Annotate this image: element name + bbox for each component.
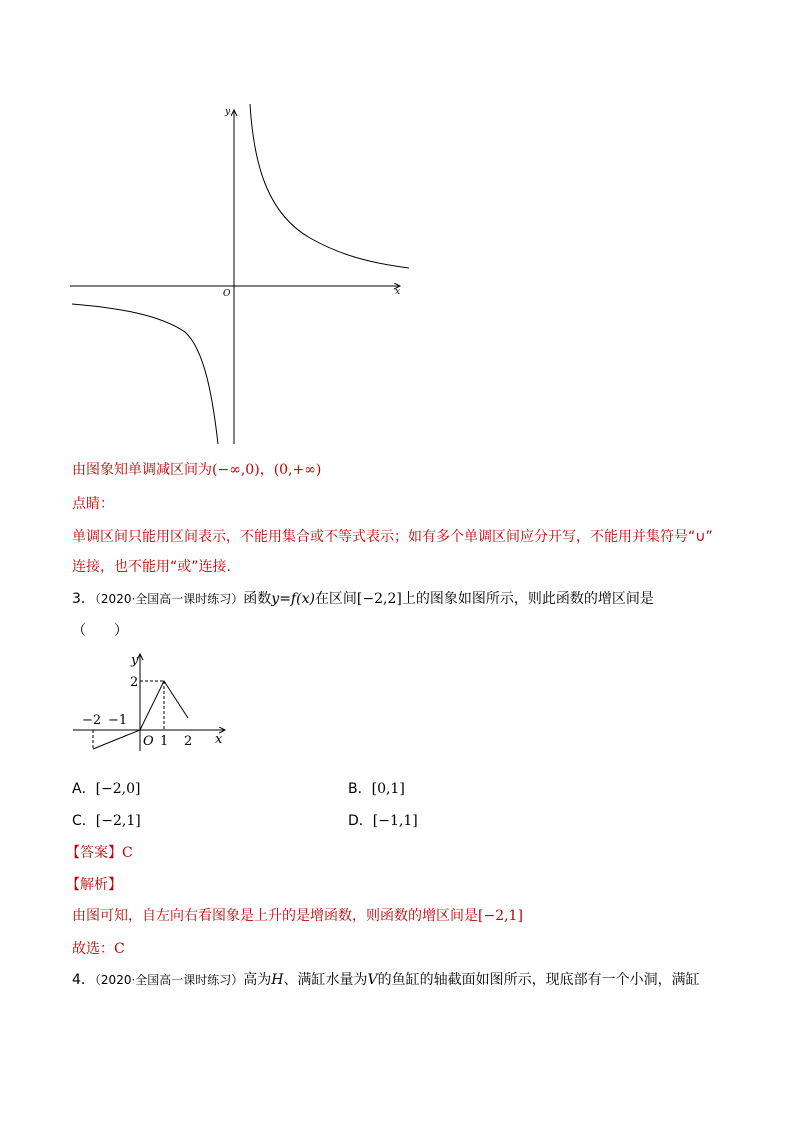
option-d[interactable]: D．[−1,1] — [348, 813, 418, 829]
choose-line: 故选：C — [72, 941, 125, 957]
question-3-stem: 3．（2020·全国高一课时练习）函数y=f(x)在区间[−2,2]上的图象如图所示，则此函数的增区间是 — [72, 591, 654, 607]
x-axis-label: x — [215, 732, 223, 747]
analysis-label: 【解析】 — [66, 877, 122, 893]
question-4-stem: 4．（2020·全国高一课时练习）高为H、满缸水量为V的鱼缸的轴截面如图所示，现底部有一个小洞，满缸 — [72, 972, 700, 988]
y-axis-label: y — [225, 107, 231, 117]
answer-line: 【答案】C — [66, 845, 133, 861]
tick-label-neg1: −1 — [108, 713, 128, 728]
piecewise-graph — [70, 648, 235, 753]
tick-label-x2: 2 — [184, 734, 193, 749]
dianjing-label: 点睛： — [72, 496, 114, 512]
tick-label-1: 1 — [160, 734, 169, 749]
decreasing-interval-note: 由图象知单调减区间为(−∞,0)，(0,+∞) — [72, 462, 322, 478]
y-axis-label: y — [131, 653, 139, 668]
hyperbola-branch-left — [72, 304, 218, 444]
question-3-bracket: （ ） — [72, 623, 128, 639]
origin-label: O — [143, 734, 154, 749]
tick-label-neg2: −2 — [82, 713, 102, 728]
dianjing-line-2: 连接，也不能用“或”连接． — [72, 559, 241, 575]
hyperbola-branch-right — [250, 104, 409, 268]
option-c[interactable]: C．[−2,1] — [72, 813, 141, 829]
dianjing-line-1: 单调区间只能用区间表示，不能用集合或不等式表示；如有多个单调区间应分开写，不能用并集符号“∪” — [72, 529, 713, 545]
option-b[interactable]: B．[0,1] — [348, 781, 405, 797]
option-a[interactable]: A．[−2,0] — [72, 781, 141, 797]
analysis-text: 由图可知，自左向右看图象是上升的是增函数，则函数的增区间是[−2,1] — [72, 908, 523, 924]
x-axis-label: x — [395, 287, 401, 297]
tick-label-y2: 2 — [130, 675, 139, 690]
hyperbola-graph — [70, 100, 415, 450]
origin-label: O — [223, 289, 231, 299]
